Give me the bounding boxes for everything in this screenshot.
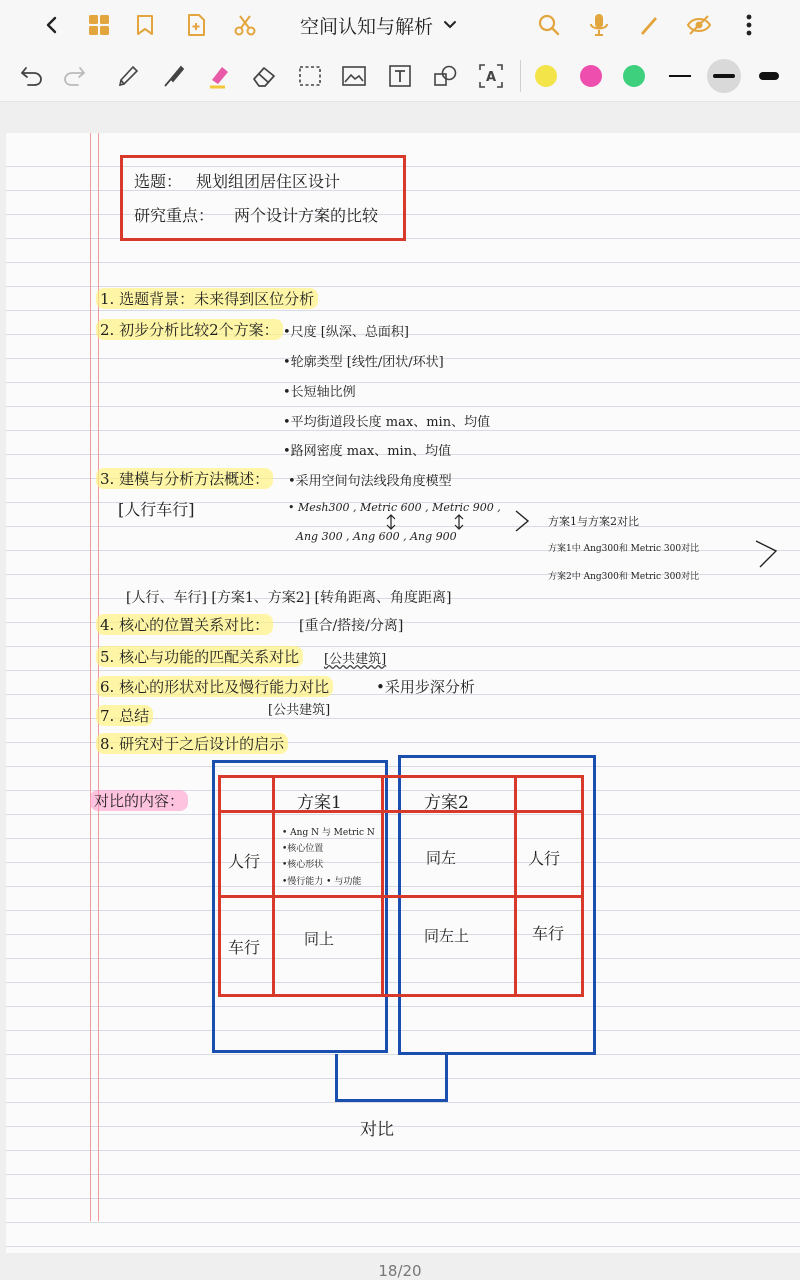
notebook-title[interactable] xyxy=(300,10,457,40)
top-bar xyxy=(0,0,800,50)
item-1: 1. 选题背景：未来得到区位分析 xyxy=(96,288,318,309)
color-pink-swatch[interactable] xyxy=(580,65,602,87)
item6-sub: [公共建筑] xyxy=(268,703,331,718)
right-row-drive: 车行 xyxy=(532,924,565,943)
redo-icon[interactable] xyxy=(58,60,90,92)
focus-label: 研究重点： xyxy=(134,206,215,225)
notebook-title-text: 空间认知与解析 xyxy=(300,15,434,38)
cell-same-above: 同上 xyxy=(304,930,335,948)
item-6: 6. 核心的形状对比及慢行能力对比 xyxy=(96,676,333,697)
brace-arrow xyxy=(514,507,544,537)
eraser-icon[interactable] xyxy=(248,60,280,92)
color-green-swatch[interactable] xyxy=(623,65,645,87)
table-row-walk: 人行 xyxy=(228,852,261,871)
item-7: 7. 总结 xyxy=(96,705,153,726)
item-8: 8. 研究对于之后设计的启示 xyxy=(96,733,288,754)
cell-bullet-2: •核心位置 xyxy=(282,844,324,854)
cell-same-left-above: 同左上 xyxy=(424,927,470,945)
margin-line xyxy=(90,133,91,1221)
color-yellow-swatch[interactable] xyxy=(535,65,557,87)
chevron-down-icon xyxy=(443,20,457,30)
link-blue-bracket xyxy=(335,1054,448,1102)
item-5: 5. 核心与功能的匹配关系对比 xyxy=(96,646,303,667)
item2-bullet-4: •平均街道段长度 max、min、均值 xyxy=(283,415,491,430)
shapes-icon[interactable] xyxy=(430,60,462,92)
plan2-red-frame xyxy=(384,775,584,997)
topic-box xyxy=(120,155,406,241)
brace-arrow-2 xyxy=(754,537,784,573)
topic-value: 规划组团居住区设计 xyxy=(196,172,341,191)
back-icon[interactable] xyxy=(36,9,68,41)
red-divider xyxy=(272,775,275,997)
compare-line-1: 方案1与方案2对比 xyxy=(548,515,639,528)
cell-bullet-1: • Ang N 与 Metric N xyxy=(282,828,375,838)
red-divider xyxy=(514,775,517,997)
red-divider xyxy=(384,810,584,813)
compare-label: 对比的内容： xyxy=(90,790,188,811)
item2-bullet-2: •轮廓类型 [线性/团状/环状] xyxy=(283,355,444,370)
page-indicator: 18/20 xyxy=(378,1262,422,1280)
red-divider xyxy=(218,895,384,898)
item6-tail: •采用步深分析 xyxy=(376,678,475,696)
table-col-plan2: 方案2 xyxy=(424,793,469,813)
table-row-drive: 车行 xyxy=(228,938,261,957)
item5-tail: [公共建筑] xyxy=(324,652,387,667)
item-3: 3. 建模与分析方法概述： xyxy=(96,468,273,489)
compare-caption: 对比 xyxy=(360,1120,394,1140)
highlighter-icon[interactable] xyxy=(204,60,236,92)
table-col-plan1: 方案1 xyxy=(297,793,342,813)
pen-toolbar xyxy=(0,50,800,102)
toolbar-divider xyxy=(520,60,521,92)
bookmark-icon[interactable] xyxy=(129,9,161,41)
item2-bullet-1: •尺度 [纵深、总面积] xyxy=(283,325,409,340)
bracket-line: [人行、车行] [方案1、方案2] [转角距离、角度距离] xyxy=(126,590,452,606)
topic-label: 选题： xyxy=(134,172,183,191)
add-page-icon[interactable] xyxy=(180,9,212,41)
more-icon[interactable] xyxy=(733,9,765,41)
item3-bullet: •采用空间句法线段角度模型 xyxy=(288,474,452,489)
medium-stroke-option[interactable] xyxy=(707,59,741,93)
right-row-walk: 人行 xyxy=(528,849,561,868)
item-2: 2. 初步分析比较2个方案： xyxy=(96,319,283,340)
thin-stroke-option[interactable] xyxy=(664,60,696,92)
item3-paren: [人行车行] xyxy=(118,500,195,519)
svg-text:A: A xyxy=(485,70,497,85)
pencil-tool-icon[interactable] xyxy=(112,60,144,92)
image-icon[interactable] xyxy=(338,60,370,92)
item-4: 4. 核心的位置关系对比： xyxy=(96,614,273,635)
metric-row-1: • Mesh300 , Metric 600 , Metric 900 , xyxy=(288,501,501,514)
microphone-icon[interactable] xyxy=(583,9,615,41)
cell-same-left: 同左 xyxy=(426,849,457,867)
cell-bullet-4: •慢行能力 • 与功能 xyxy=(282,877,362,887)
fountain-pen-icon[interactable] xyxy=(158,60,190,92)
focus-value: 两个设计方案的比较 xyxy=(234,206,379,225)
metric-row-2: Ang 300 , Ang 600 , Ang 900 xyxy=(296,530,457,543)
lasso-select-icon[interactable] xyxy=(294,60,326,92)
note-page[interactable] xyxy=(6,133,800,1253)
search-icon[interactable] xyxy=(533,9,565,41)
text-recognition-icon[interactable] xyxy=(475,60,507,92)
undo-icon[interactable] xyxy=(16,60,48,92)
eye-off-icon[interactable] xyxy=(683,9,715,41)
grid-icon[interactable] xyxy=(83,9,115,41)
item2-bullet-3: •长短轴比例 xyxy=(283,385,356,400)
item4-tail: [重合/搭接/分离] xyxy=(299,618,404,634)
cell-bullet-3: •核心形状 xyxy=(282,860,324,870)
text-box-icon[interactable] xyxy=(384,60,416,92)
pencil-icon[interactable] xyxy=(633,9,665,41)
item2-bullet-5: •路网密度 max、min、均值 xyxy=(283,444,452,459)
red-divider xyxy=(384,895,584,898)
thick-stroke-option[interactable] xyxy=(753,60,785,92)
metric-arrows xyxy=(386,513,486,533)
scissors-icon[interactable] xyxy=(229,9,261,41)
compare-line-3: 方案2中 Ang300和 Metric 300对比 xyxy=(548,572,700,582)
compare-line-2: 方案1中 Ang300和 Metric 300对比 xyxy=(548,544,700,554)
